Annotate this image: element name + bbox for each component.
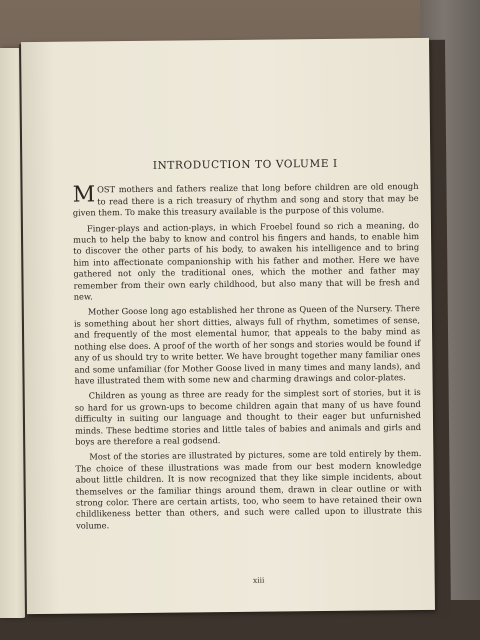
page-title: INTRODUCTION TO VOLUME I [152,157,338,172]
page-content [72,158,422,536]
drop-cap: M [72,182,96,209]
paragraph-1-text: OST mothers and fathers realize that long before children are old enough to read there is a rich treasury of rhythm and song and story that may be given them. To make this treasury available is the purpose of this volume. [72,181,419,218]
paragraph-1 [73,181,419,219]
paragraph-5: Most of the stories are illustrated by pictures, some are told entirely by them. The choice of these illustrations was made from our best modern knowledge about little children. It is now recognized that they like simple incidents, about themselves or the familiar things around them, drawn in clear outline or with strong color. There are certain artists, too, who seem to have retained their own childlikeness better than others, and such were called upon to illustrate this volume. [75,448,422,531]
paragraph-3: Mother Goose long ago established her throne as Queen of the Nursery. There is something about her short ditties, always full of rhythm, sometimes of sense, and frequently of the most elemental humor, that appeals to the baby mind as nothing else does. A proof of the worth of her songs and stories would be found if any of us should try to write better. We have brought together many familiar ones and some unfamiliar (for Mother Goose lived in many times and many lands), and have illustrated them with some new and charming drawings and color-plates. [73,303,421,386]
page-number: xiii [252,575,265,585]
book-page [21,38,435,614]
paragraph-2: Finger-plays and action-plays, in which Froebel found so rich a meaning, do much to help the baby to know and control his fingers and hands, to enable him to discover the other parts of his body, to awaken his intelligence and to bring him into affectionate companionship with his father and mother. Here we have gathered not only the traditional ones, which the mother and father may remember from their own early childhood, but also many that will be fresh and new. [73,219,420,302]
paragraph-4: Children as young as three are ready for the simplest sort of stories, but it is so hard for us grown-ups to become children again that many of us have found difficulty in suiting our language and thought to their eager but unfurnished minds. These bedtime stories and little tales of babies and animals and girls and boys are therefore a real godsend. [74,387,422,447]
